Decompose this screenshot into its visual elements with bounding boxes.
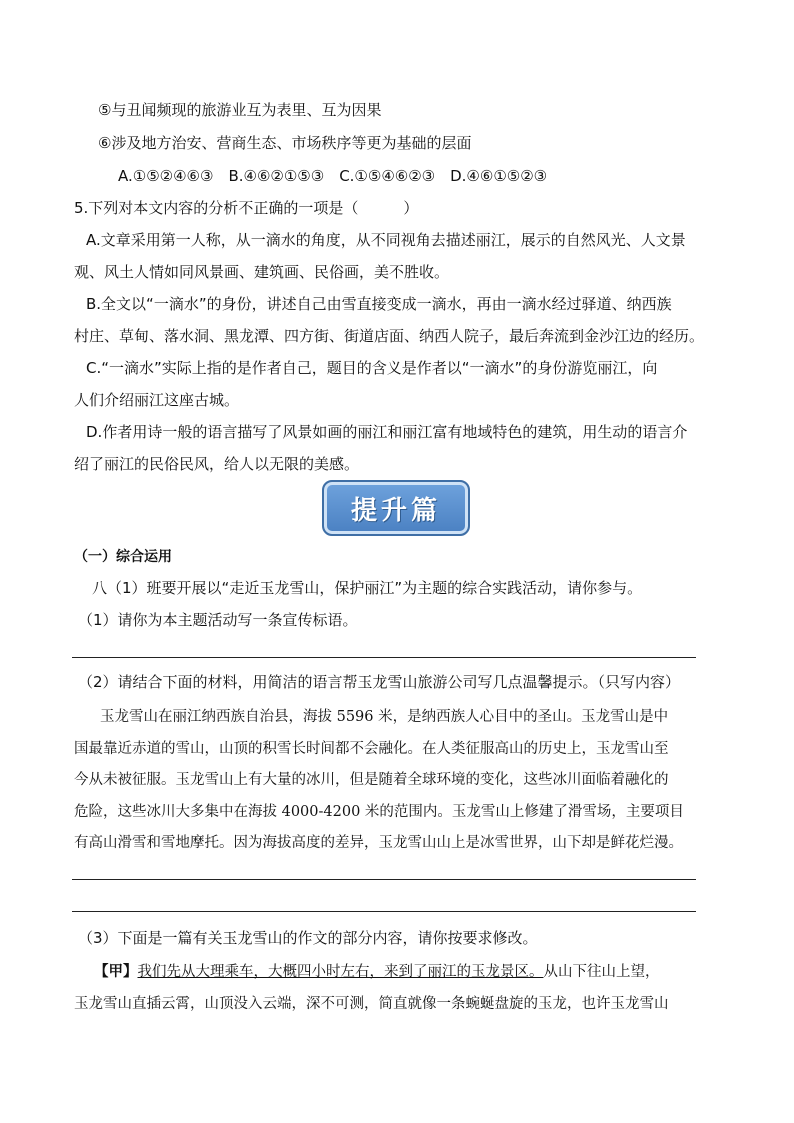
answer-line — [72, 657, 696, 658]
material-line2: 国最靠近赤道的雪山，山顶的积雪长时间都不会融化。在人类征服高山的历史上，玉龙雪山至 — [74, 741, 669, 757]
essay-underlined-sentence: 我们先从大理乘车，大概四小时左右，来到了丽江的玉龙景区。 — [137, 964, 544, 980]
option-b-line1: B.全文以“一滴水”的身份，讲述自己由雪直接变成一滴水，再由一滴水经过驿道、纳西族 — [86, 295, 672, 313]
prompt-1: （1）请你为本主题活动写一条宣传标语。 — [78, 611, 358, 629]
section-heading: （一）综合运用 — [74, 549, 172, 565]
answer-choices: A.①⑤②④⑥③ B.④⑥②①⑤③ C.①⑤④⑥②③ D.④⑥①⑤②③ — [118, 167, 548, 185]
section-badge — [322, 480, 470, 536]
question-5-stem: 5.下列对本文内容的分析不正确的一项是（ ） — [74, 199, 419, 217]
section-badge-label: 提升篇 — [350, 495, 441, 526]
essay-line1-rest: 从山下往山上望， — [543, 964, 660, 980]
essay-tag: 【甲】 — [94, 963, 138, 980]
option-6: ⑥涉及地方治安、营商生态、市场秩序等更为基础的层面 — [98, 134, 472, 152]
option-c-line2: 人们介绍丽江这座古城。 — [74, 391, 240, 409]
material-line3: 今从未被征服。玉龙雪山上有大量的冰川，但是随着全球环境的变化，这些冰川面临着融化的 — [74, 772, 669, 788]
material-line4: 危险，这些冰川大多集中在海拔 4000-4200 米的范围内。玉龙雪山上修建了滑雪场，主要项目 — [74, 804, 684, 820]
option-5: ⑤与丑闻频现的旅游业互为表里、互为因果 — [98, 101, 382, 119]
option-d-line2: 绍了丽江的民俗民风，给人以无限的美感。 — [74, 455, 360, 473]
option-c-line1: C.“一滴水”实际上指的是作者自己，题目的含义是作者以“一滴水”的身份游览丽江，向 — [86, 359, 658, 377]
material-line5: 有高山滑雪和雪地摩托。因为海拔高度的差异，玉龙雪山山上是冰雪世界，山下却是鲜花烂漫。 — [74, 835, 683, 851]
option-b-line2: 村庄、草甸、落水洞、黑龙潭、四方街、街道店面、纳西人院子，最后奔流到金沙江边的经历。 — [74, 327, 705, 345]
prompt-3: （3）下面是一篇有关玉龙雪山的作文的部分内容，请你按要求修改。 — [78, 929, 538, 947]
material-line1: 玉龙雪山在丽江纳西族自治县，海拔 5596 米，是纳西族人心目中的圣山。玉龙雪山是中 — [100, 709, 669, 725]
prompt-2: （2）请结合下面的材料，用简洁的语言帮玉龙雪山旅游公司写几点温馨提示。（只写内容） — [78, 673, 681, 691]
option-a-line1: A.文章采用第一人称，从一滴水的角度，从不同视角去描述丽江，展示的自然风光、人文景 — [86, 231, 686, 249]
option-d-line1: D.作者用诗一般的语言描写了风景如画的丽江和丽江富有地域特色的建筑，用生动的语言介 — [86, 423, 688, 441]
essay-line1 — [94, 962, 660, 982]
activity-intro: 八（1）班要开展以“走近玉龙雪山，保护丽江”为主题的综合实践活动，请你参与。 — [92, 579, 643, 597]
option-a-line2: 观、风土人情如同风景画、建筑画、民俗画，美不胜收。 — [74, 263, 450, 281]
essay-line2: 玉龙雪山直插云霄，山顶没入云端，深不可测，简直就像一条蜿蜒盘旋的玉龙，也许玉龙雪山 — [74, 996, 669, 1012]
answer-line — [72, 879, 696, 880]
answer-line — [72, 911, 696, 912]
